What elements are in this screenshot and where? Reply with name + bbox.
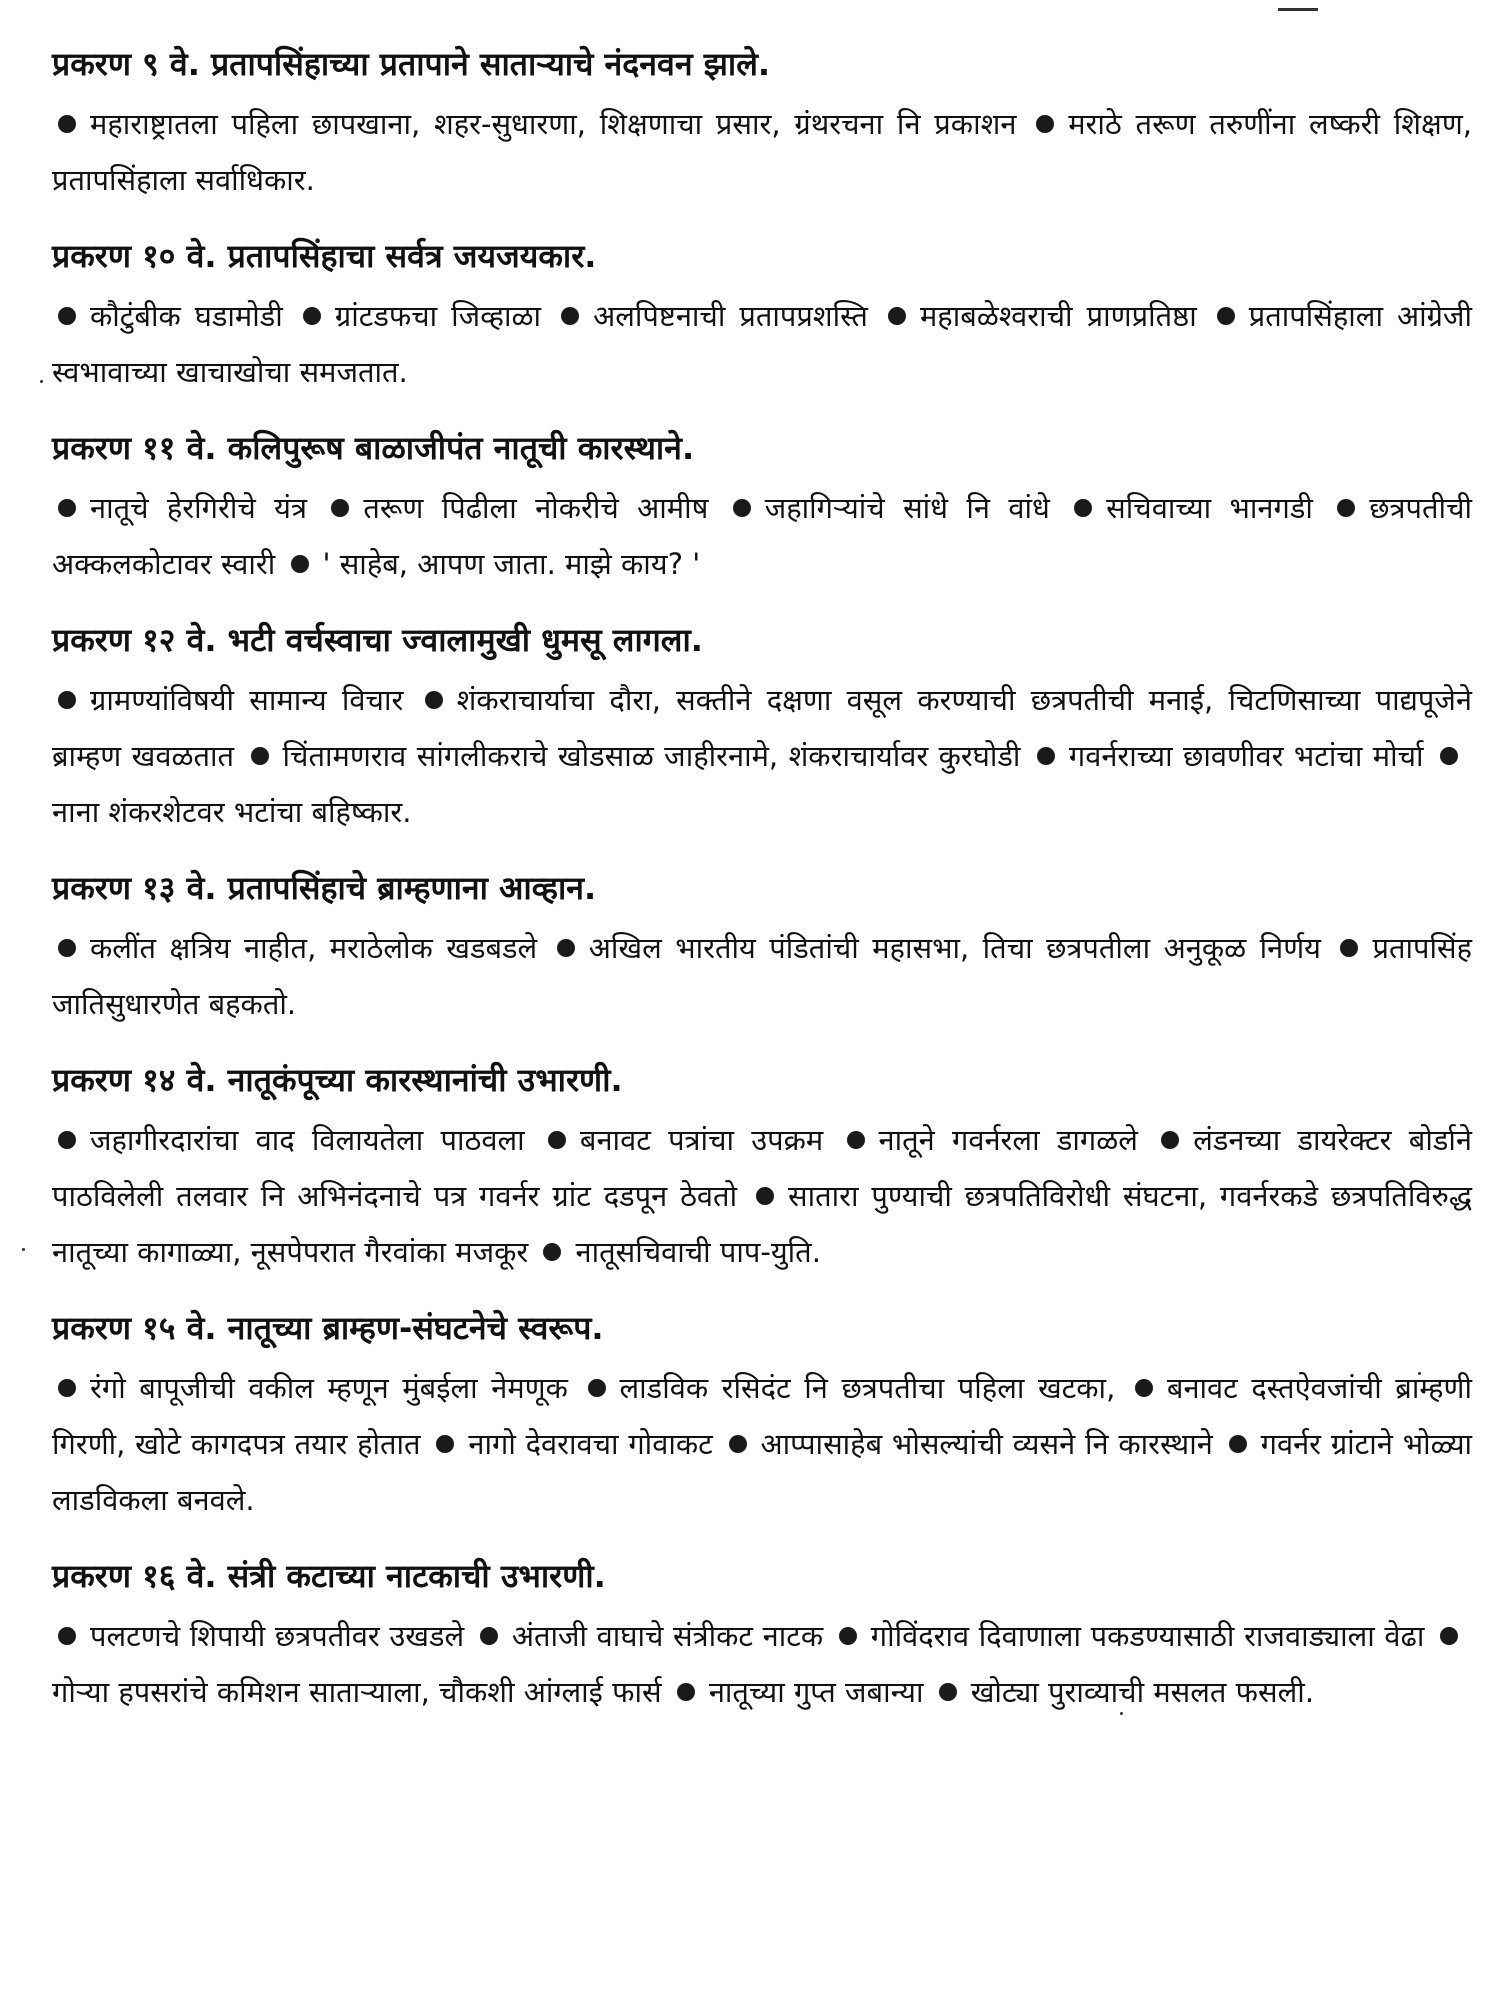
topic-text: प्रतापसिंह जातिसुधारणेत बहकतो. bbox=[52, 931, 1472, 1021]
bullet-icon bbox=[1340, 939, 1358, 957]
topic-text: गोऱ्या हपसरांचे कमिशन साताऱ्याला, चौकशी आंग्लाई फार्स bbox=[52, 1675, 662, 1709]
bullet-icon bbox=[847, 1131, 865, 1149]
chapter-section bbox=[52, 864, 1472, 1032]
topic-text: चिंतामणराव सांगलीकराचे खोडसाळ जाहीरनामे, शंकराचार्यावर कुरघोडी bbox=[282, 739, 1021, 773]
topic-text: गवर्नराच्या छावणीवर भटांचा मोर्चा bbox=[1068, 739, 1424, 773]
bullet-icon bbox=[543, 1243, 561, 1261]
chapter-section bbox=[52, 1552, 1472, 1720]
chapter-section bbox=[52, 424, 1472, 592]
chapter-title: प्रकरण १४ वे. नातूकंपूच्या कारस्थानांची उभारणी. bbox=[52, 1061, 623, 1099]
bullet-icon bbox=[677, 1683, 695, 1701]
topic-text: आप्पासाहेब भोसल्यांची व्यसने नि कारस्थाने bbox=[760, 1427, 1213, 1461]
topic-text: महाराष्ट्रातला पहिला छापखाना, शहर-सुधारणा, शिक्षणाचा प्रसार, ग्रंथरचना नि प्रकाशन bbox=[90, 107, 1017, 141]
bullet-icon bbox=[425, 691, 443, 709]
topic-text: नागो देवरावचा गोवाकट bbox=[468, 1427, 713, 1461]
bullet-icon bbox=[58, 1627, 76, 1645]
chapter-section bbox=[52, 616, 1472, 840]
bullet-icon bbox=[557, 939, 575, 957]
topic-text: जहागीरदारांचा वाद विलायतेला पाठवला bbox=[90, 1123, 525, 1157]
topic-text: अखिल भारतीय पंडितांची महासभा, तिचा छत्रपतीला अनुकूळ निर्णय bbox=[588, 931, 1321, 965]
bullet-icon bbox=[1161, 1131, 1179, 1149]
chapter-topics bbox=[52, 1112, 1472, 1280]
topic-text: सचिवाच्या भानगडी bbox=[1106, 491, 1313, 525]
bullet-icon bbox=[58, 691, 76, 709]
bullet-icon bbox=[548, 1131, 566, 1149]
topic-text: लाडविक रसिदंट नि छत्रपतीचा पहिला खटका, bbox=[619, 1371, 1116, 1405]
topic-text: अलपिष्टनाची प्रतापप्रशस्ति bbox=[593, 299, 868, 333]
topic-text: प्रतापसिंहाला आंग्रेजी स्वभावाच्या खाचाखोचा समजतात. bbox=[52, 299, 1473, 389]
topic-text: ग्रामण्यांविषयी सामान्य विचार bbox=[90, 683, 404, 717]
bullet-icon bbox=[1440, 1627, 1458, 1645]
chapter-topics bbox=[52, 480, 1472, 592]
chapter-section bbox=[52, 1056, 1472, 1280]
bullet-icon bbox=[251, 747, 269, 765]
bullet-icon bbox=[291, 555, 309, 573]
topic-text: जहागिऱ्यांचे सांधे नि वांधे bbox=[764, 491, 1050, 525]
topic-text: नातूच्या गुप्त जबान्या bbox=[708, 1675, 924, 1709]
bullet-icon bbox=[436, 1435, 454, 1453]
topic-text: खोट्या पुराव्याची मसलत फसली. bbox=[970, 1675, 1315, 1709]
chapter-title: प्रकरण ९ वे. प्रतापसिंहाच्या प्रतापाने साताऱ्याचे नंदनवन झाले. bbox=[52, 45, 771, 83]
chapter-topics bbox=[52, 288, 1472, 400]
scan-speck bbox=[40, 380, 43, 383]
bullet-icon bbox=[588, 1379, 606, 1397]
bullet-icon bbox=[733, 499, 751, 517]
chapter-topics bbox=[52, 96, 1472, 208]
chapter-title: प्रकरण १० वे. प्रतापसिंहाचा सर्वत्र जयजयकार. bbox=[52, 237, 597, 275]
topic-text: ' साहेब, आपण जाता. माझे काय? ' bbox=[322, 547, 701, 581]
bullet-icon bbox=[58, 1131, 76, 1149]
bullet-icon bbox=[756, 1187, 774, 1205]
bullet-icon bbox=[58, 939, 76, 957]
chapter-title: प्रकरण १६ वे. संत्री कटाच्या नाटकाची उभारणी. bbox=[52, 1557, 606, 1595]
table-of-contents-page bbox=[52, 40, 1472, 1744]
chapter-title: प्रकरण १२ वे. भटी वर्चस्वाचा ज्वालामुखी धुमसू लागला. bbox=[52, 621, 703, 659]
bullet-icon bbox=[480, 1627, 498, 1645]
bullet-icon bbox=[888, 307, 906, 325]
topic-text: ग्रांटडफचा जिव्हाळा bbox=[334, 299, 542, 333]
scan-mark bbox=[1278, 8, 1318, 11]
topic-text: मराठे तरूण तरुणींना लष्करी शिक्षण, प्रतापसिंहाला सर्वाधिकार. bbox=[52, 107, 1473, 197]
topic-text: तरूण पिढीला नोकरीचे आमीष bbox=[363, 491, 709, 525]
topic-text: नातूसचिवाची पाप-युति. bbox=[575, 1235, 821, 1269]
topic-text: नातूचे हेरगिरीचे यंत्र bbox=[90, 491, 307, 525]
topic-text: रंगो बापूजीची वकील म्हणून मुंबईला नेमणूक bbox=[90, 1371, 568, 1405]
chapter-title: प्रकरण ११ वे. कलिपुरूष बाळाजीपंत नातूची कारस्थाने. bbox=[52, 429, 695, 467]
topic-text: गोविंदराव दिवाणाला पकडण्यासाठी राजवाड्याला वेढा bbox=[870, 1619, 1425, 1653]
bullet-icon bbox=[303, 307, 321, 325]
topic-text: पलटणचे शिपायी छत्रपतीवर उखडले bbox=[90, 1619, 465, 1653]
scan-speck bbox=[22, 1248, 25, 1251]
bullet-icon bbox=[58, 499, 76, 517]
chapter-section bbox=[52, 1304, 1472, 1528]
bullet-icon bbox=[331, 499, 349, 517]
topic-text: बनावट दस्तऐवजांची ब्राम्हणी गिरणी, खोटे कागदपत्र तयार होतात bbox=[52, 1371, 1472, 1461]
bullet-icon bbox=[939, 1683, 957, 1701]
topic-text: छत्रपतीची अक्कलकोटावर स्वारी bbox=[52, 491, 1472, 581]
bullet-icon bbox=[1440, 747, 1458, 765]
chapter-topics bbox=[52, 1360, 1472, 1528]
bullet-icon bbox=[1036, 115, 1054, 133]
topic-text: महाबळेश्वराची प्राणप्रतिष्ठा bbox=[919, 299, 1197, 333]
chapter-topics bbox=[52, 672, 1472, 840]
topic-text: बनावट पत्रांचा उपक्रम bbox=[579, 1123, 824, 1157]
chapter-topics bbox=[52, 920, 1472, 1032]
chapter-section bbox=[52, 40, 1472, 208]
bullet-icon bbox=[1074, 499, 1092, 517]
bullet-icon bbox=[729, 1435, 747, 1453]
chapter-title: प्रकरण १५ वे. नातूच्या ब्राम्हण-संघटनेचे स्वरूप. bbox=[52, 1309, 604, 1347]
bullet-icon bbox=[1337, 499, 1355, 517]
topic-text: कलींत क्षत्रिय नाहीत, मराठेलोक खडबडले bbox=[90, 931, 538, 965]
topic-text: सातारा पुण्याची छत्रपतिविरोधी संघटना, गवर्नरकडे छत्रपतिविरुद्ध नातूच्या कागाळ्या, नूसपेपरात गैरवांका मजकूर bbox=[52, 1179, 1473, 1269]
topic-text: लंडनच्या डायरेक्टर बोर्डाने पाठविलेली तलवार नि अभिनंदनाचे पत्र गवर्नर ग्रांट दडपून ठेवतो bbox=[52, 1123, 1472, 1213]
topic-text: अंताजी वाघाचे संत्रीकट नाटक bbox=[511, 1619, 824, 1653]
chapter-title: प्रकरण १३ वे. प्रतापसिंहाचे ब्राम्हणाना आव्हान. bbox=[52, 869, 597, 907]
bullet-icon bbox=[1229, 1435, 1247, 1453]
bullet-icon bbox=[58, 307, 76, 325]
bullet-icon bbox=[58, 1379, 76, 1397]
topic-text: नातूने गवर्नरला डागळले bbox=[878, 1123, 1138, 1157]
topic-text: नाना शंकरशेटवर भटांचा बहिष्कार. bbox=[52, 795, 412, 829]
topic-text: कौटुंबीक घडामोडी bbox=[90, 299, 283, 333]
bullet-icon bbox=[839, 1627, 857, 1645]
topic-text: शंकराचार्याचा दौरा, सक्तीने दक्षणा वसूल करण्याची छत्रपतीची मनाई, चिटणिसाच्या पाद्यपूजेने ब्राम्हण खवळतात bbox=[52, 683, 1472, 773]
bullet-icon bbox=[1037, 747, 1055, 765]
bullet-icon bbox=[58, 115, 76, 133]
chapter-topics bbox=[52, 1608, 1472, 1720]
bullet-icon bbox=[1135, 1379, 1153, 1397]
topic-text: गवर्नर ग्रांटाने भोळ्या लाडविकला बनवले. bbox=[52, 1427, 1473, 1517]
bullet-icon bbox=[561, 307, 579, 325]
bullet-icon bbox=[1217, 307, 1235, 325]
chapter-section bbox=[52, 232, 1472, 400]
